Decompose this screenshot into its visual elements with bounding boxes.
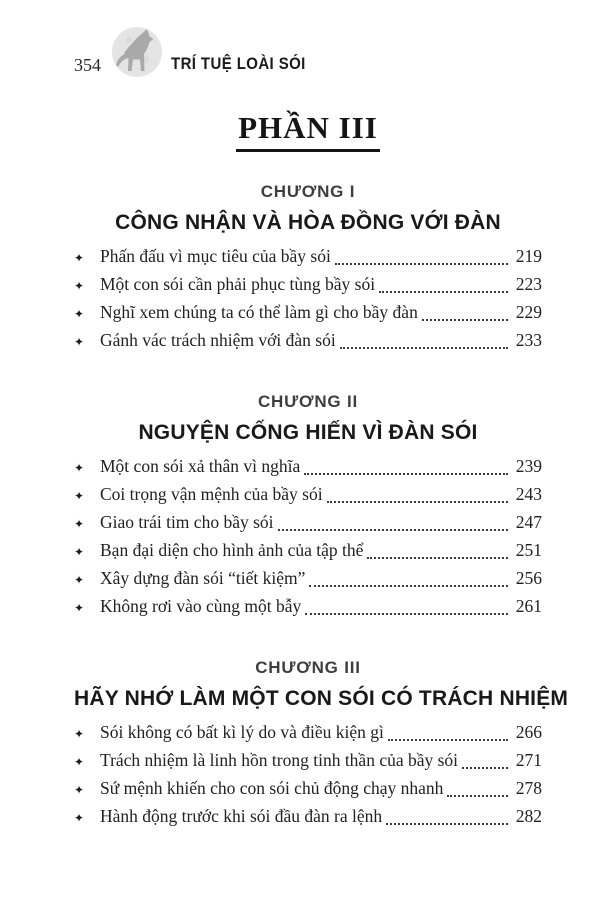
page-header [74, 26, 542, 78]
page-number: 354 [74, 55, 101, 75]
chapter-entries [74, 246, 542, 358]
toc-entry-title: Xây dựng đàn sói “tiết kiệm” [100, 568, 306, 588]
dot-leader [462, 767, 508, 769]
toc-entry [74, 568, 542, 596]
toc-entry-title: Không rơi vào cùng một bẫy [100, 596, 302, 616]
star-bullet-icon: ✦ [74, 251, 85, 265]
toc-entry-title: Phấn đấu vì mục tiêu của bầy sói [100, 246, 331, 266]
toc-entry-page-number: 261 [515, 596, 542, 616]
wolf-moon-logo-icon [111, 26, 163, 78]
toc-entry-title: Trách nhiệm là linh hồn trong tinh thần của bầy sói [100, 750, 459, 770]
chapter-section [74, 182, 542, 358]
toc-entry-page-number: 243 [515, 484, 542, 504]
toc-entry [74, 302, 542, 330]
toc-entry-title: Sói không có bất kì lý do và điều kiện gì [100, 722, 384, 742]
dot-leader [447, 795, 508, 797]
dot-leader [386, 823, 508, 825]
toc-entry [74, 540, 542, 568]
star-bullet-icon: ✦ [74, 573, 85, 587]
star-bullet-icon: ✦ [74, 517, 85, 531]
toc-entry-page-number: 239 [515, 456, 542, 476]
toc-entry-title: Sứ mệnh khiến cho con sói chủ động chạy nhanh [100, 778, 444, 798]
part-title-text: PHẦN III [236, 110, 380, 152]
star-bullet-icon: ✦ [74, 307, 85, 321]
toc-entry-page-number: 278 [515, 778, 542, 798]
dot-leader [379, 291, 508, 293]
book-title: TRÍ TUỆ LOÀI SÓI [171, 54, 306, 74]
chapter-title: HÃY NHỚ LÀM MỘT CON SÓI CÓ TRÁCH NHIỆM [74, 687, 569, 710]
toc-entry-page-number: 266 [515, 722, 542, 742]
star-bullet-icon: ✦ [74, 279, 85, 293]
chapters [74, 182, 569, 834]
toc-entry [74, 722, 542, 750]
dot-leader [309, 585, 508, 587]
star-bullet-icon: ✦ [74, 545, 85, 559]
chapter-entries [74, 722, 542, 834]
star-bullet-icon: ✦ [74, 783, 85, 797]
toc-entry-title: Hành động trước khi sói đầu đàn ra lệnh [100, 806, 383, 826]
chapter-label: CHƯƠNG II [257, 392, 359, 411]
toc-entry-title: Coi trọng vận mệnh của bầy sói [100, 484, 323, 504]
star-bullet-icon: ✦ [74, 727, 85, 741]
toc-entry-page-number: 282 [515, 806, 542, 826]
star-bullet-icon: ✦ [74, 335, 85, 349]
toc-entry-title: Giao trái tim cho bầy sói [100, 512, 274, 532]
dot-leader [388, 739, 508, 741]
dot-leader [327, 501, 508, 503]
chapter-label: CHƯƠNG I [260, 182, 356, 201]
toc-entry-page-number: 219 [515, 246, 542, 266]
chapter-entries [74, 456, 542, 624]
chapter-section [74, 392, 542, 624]
toc-entry-page-number: 251 [515, 540, 542, 560]
part-title [74, 110, 542, 152]
chapter-label: CHƯƠNG III [255, 658, 361, 677]
toc-entry [74, 750, 542, 778]
star-bullet-icon: ✦ [74, 811, 85, 825]
toc-entry-page-number: 229 [515, 302, 542, 322]
toc-entry-page-number: 233 [515, 330, 542, 350]
star-bullet-icon: ✦ [74, 755, 85, 769]
toc-entry [74, 778, 542, 806]
toc-entry [74, 330, 542, 358]
toc-entry-page-number: 256 [515, 568, 542, 588]
dot-leader [367, 557, 508, 559]
chapter-section [74, 658, 569, 834]
star-bullet-icon: ✦ [74, 601, 85, 615]
toc-entry [74, 274, 542, 302]
toc-entry-title: Nghĩ xem chúng ta có thể làm gì cho bầy đàn [100, 302, 418, 322]
toc-entry [74, 456, 542, 484]
toc-entry [74, 246, 542, 274]
toc-entry-page-number: 223 [515, 274, 542, 294]
dot-leader [305, 613, 508, 615]
chapter-title: CÔNG NHẬN VÀ HÒA ĐỒNG VỚI ĐÀN [115, 211, 501, 234]
toc-entry [74, 806, 542, 834]
chapter-title: NGUYỆN CỐNG HIẾN VÌ ĐÀN SÓI [138, 421, 478, 444]
toc-entry-title: Gánh vác trách nhiệm với đàn sói [100, 330, 336, 350]
star-bullet-icon: ✦ [74, 489, 85, 503]
toc-entry-title: Một con sói cần phải phục tùng bầy sói [100, 274, 376, 294]
toc-entry-title: Một con sói xả thân vì nghĩa [100, 456, 301, 476]
toc-entry [74, 512, 542, 540]
dot-leader [278, 529, 508, 531]
toc-entry-title: Bạn đại diện cho hình ảnh của tập thể [100, 540, 364, 560]
dot-leader [340, 347, 508, 349]
star-bullet-icon: ✦ [74, 461, 85, 475]
dot-leader [304, 473, 508, 475]
toc-entry-page-number: 271 [515, 750, 542, 770]
toc-entry [74, 484, 542, 512]
toc-entry [74, 596, 542, 624]
dot-leader [335, 263, 508, 265]
dot-leader [422, 319, 508, 321]
toc-entry-page-number: 247 [515, 512, 542, 532]
